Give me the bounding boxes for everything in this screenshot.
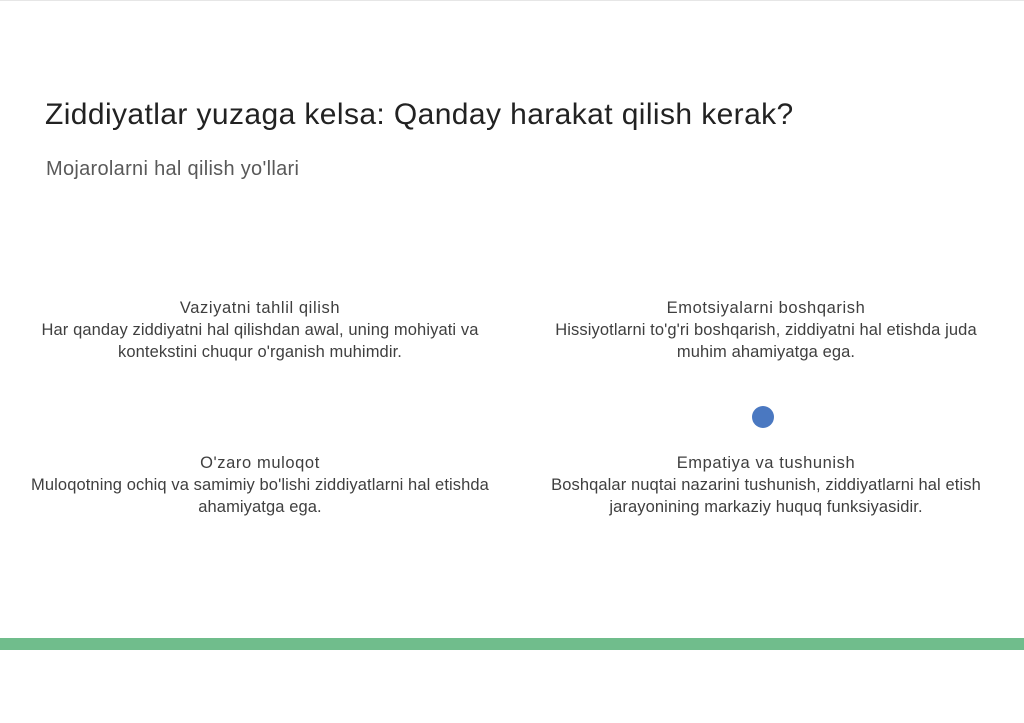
card-text: Hissiyotlarni to'g'ri boshqarish, ziddiyatni hal etishda juda muhim ahamiyatga ega. bbox=[555, 321, 977, 361]
card-title: Vaziyatni tahlil qilish bbox=[179, 299, 341, 317]
bottom-accent-bar bbox=[0, 638, 1024, 650]
card-emotion-management bbox=[531, 297, 1001, 363]
card-title: Emotsiyalarni boshqarish bbox=[666, 299, 866, 317]
card-empathy bbox=[531, 452, 1001, 518]
card-situation-analysis bbox=[25, 297, 495, 363]
card-mutual-communication bbox=[25, 452, 495, 518]
slide-title: Ziddiyatlar yuzaga kelsa: Qanday harakat qilish kerak? bbox=[45, 98, 794, 131]
card-title: Empatiya va tushunish bbox=[676, 454, 856, 472]
blue-dot-marker bbox=[752, 406, 774, 428]
top-divider bbox=[0, 0, 1024, 1]
card-text: Boshqalar nuqtai nazarini tushunish, ziddiyatlarni hal etish jarayonining markaziy huquq funksiyasidir. bbox=[551, 476, 981, 516]
card-text: Muloqotning ochiq va samimiy bo'lishi ziddiyatlarni hal etishda ahamiyatga ega. bbox=[31, 476, 489, 516]
card-title: O'zaro muloqot bbox=[200, 454, 320, 472]
card-text: Har qanday ziddiyatni hal qilishdan awal, uning mohiyati va kontekstini chuqur o'rganish muhimdir. bbox=[41, 321, 479, 361]
slide-subtitle: Mojarolarni hal qilish yo'llari bbox=[46, 158, 300, 180]
